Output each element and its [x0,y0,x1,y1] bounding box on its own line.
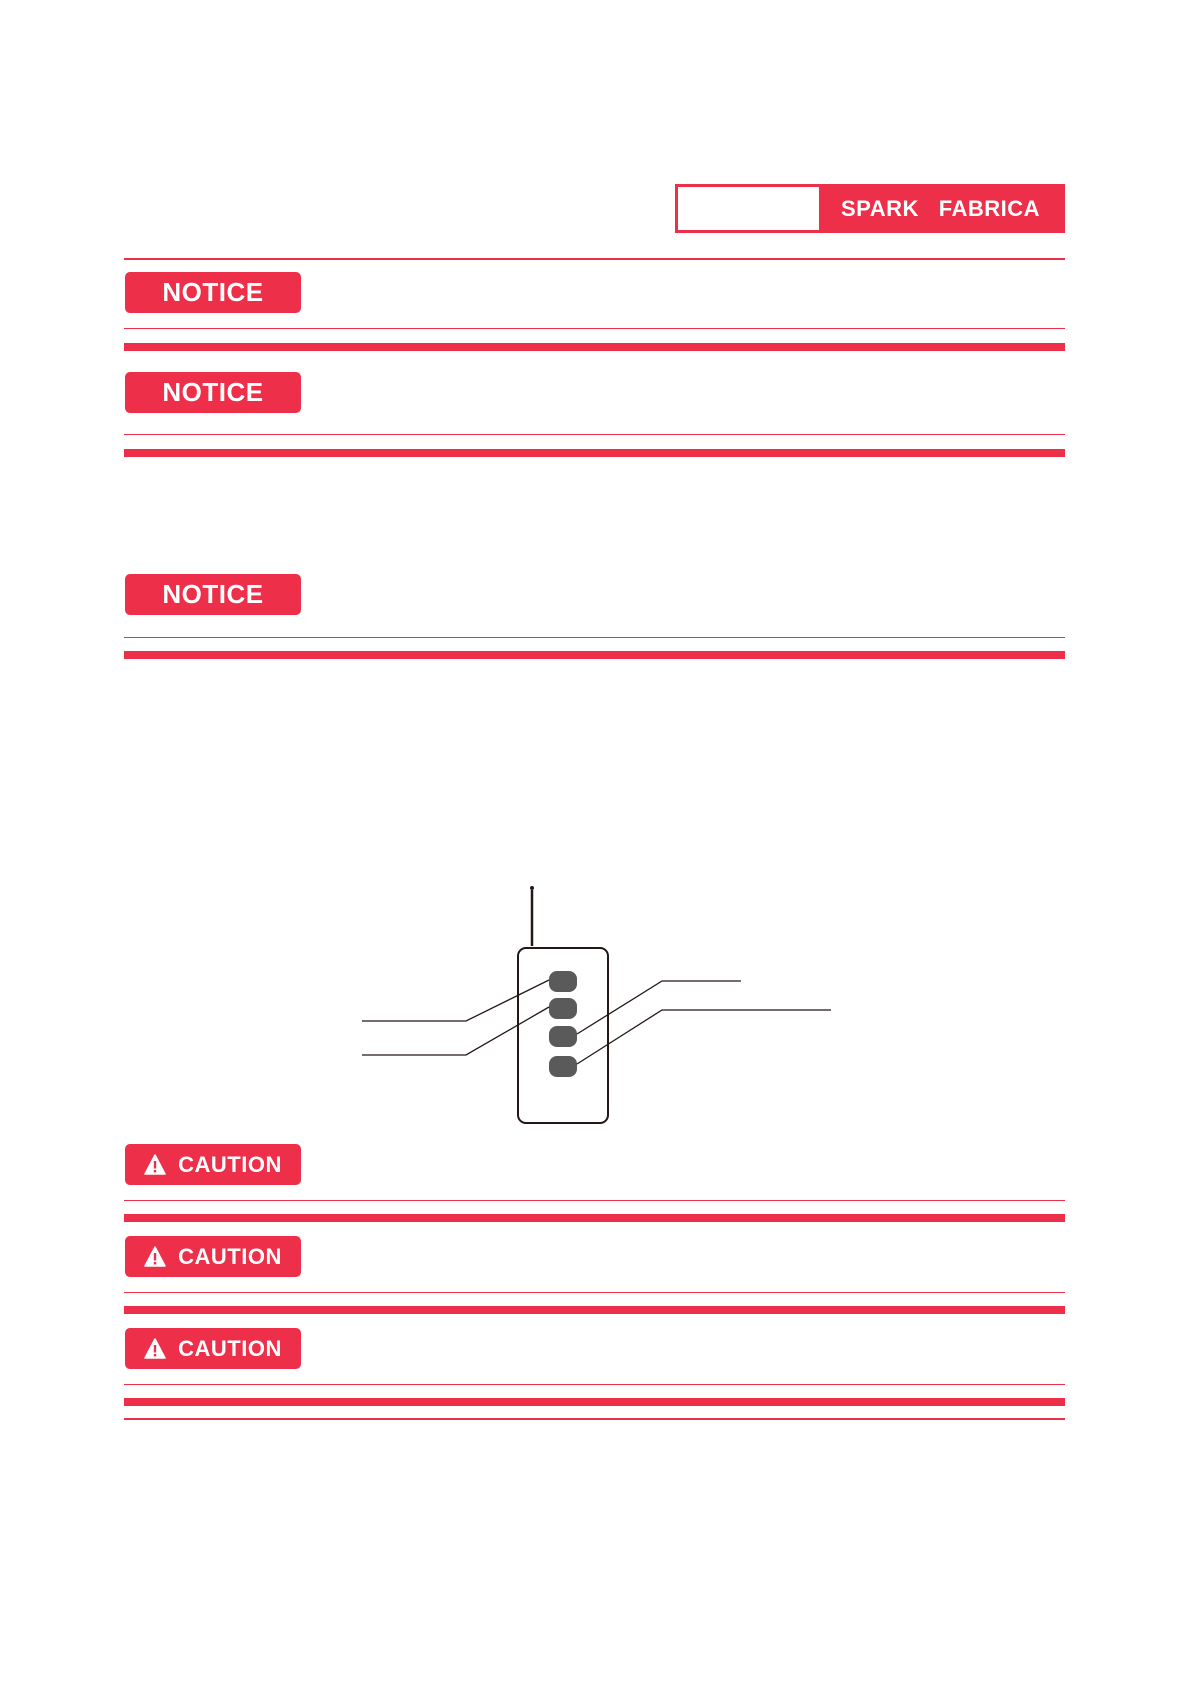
rule-thick [124,651,1065,659]
warning-triangle-icon [144,1154,166,1176]
remote-button-2 [549,998,577,1019]
rule-top [124,258,1065,260]
rule-thick [124,1214,1065,1222]
callout-lines [362,980,831,1064]
callout-line-4 [577,1010,831,1064]
rule-divider [124,1384,1065,1385]
brand-name: SPARK FABRICA [819,187,1062,230]
remote-button-4 [549,1056,577,1077]
callout-line-3 [577,981,741,1034]
remote-button-3 [549,1026,577,1047]
warning-triangle-icon [144,1338,166,1360]
caution-label: CAUTION [178,1243,282,1269]
notice-label: NOTICE [162,277,264,307]
rule-divider [124,434,1065,435]
rule-thick [124,449,1065,457]
brand-header [675,184,1065,233]
rule-thick [124,1306,1065,1314]
rule-thick [124,343,1065,351]
caution-label: CAUTION [178,1151,282,1177]
notice-label: NOTICE [162,579,264,609]
rule-thick [124,1398,1065,1406]
warning-triangle-icon [144,1246,166,1268]
brand-blank-box [678,187,819,230]
caution-badge [125,1144,301,1185]
remote-body [518,948,608,1123]
rule-divider [124,1200,1065,1201]
rule-divider [124,637,1065,638]
rule-bottom [124,1418,1065,1420]
callout-line-1 [362,980,549,1021]
notice-label: NOTICE [162,377,264,407]
remote-button-1 [549,971,577,992]
rule-divider [124,328,1065,329]
notice-badge [125,272,301,313]
notice-badge [125,372,301,413]
rule-divider [124,1292,1065,1293]
caution-badge [125,1328,301,1369]
caution-badge [125,1236,301,1277]
notice-badge [125,574,301,615]
callout-line-2 [362,1007,549,1055]
antenna-icon [530,886,534,946]
caution-label: CAUTION [178,1335,282,1361]
